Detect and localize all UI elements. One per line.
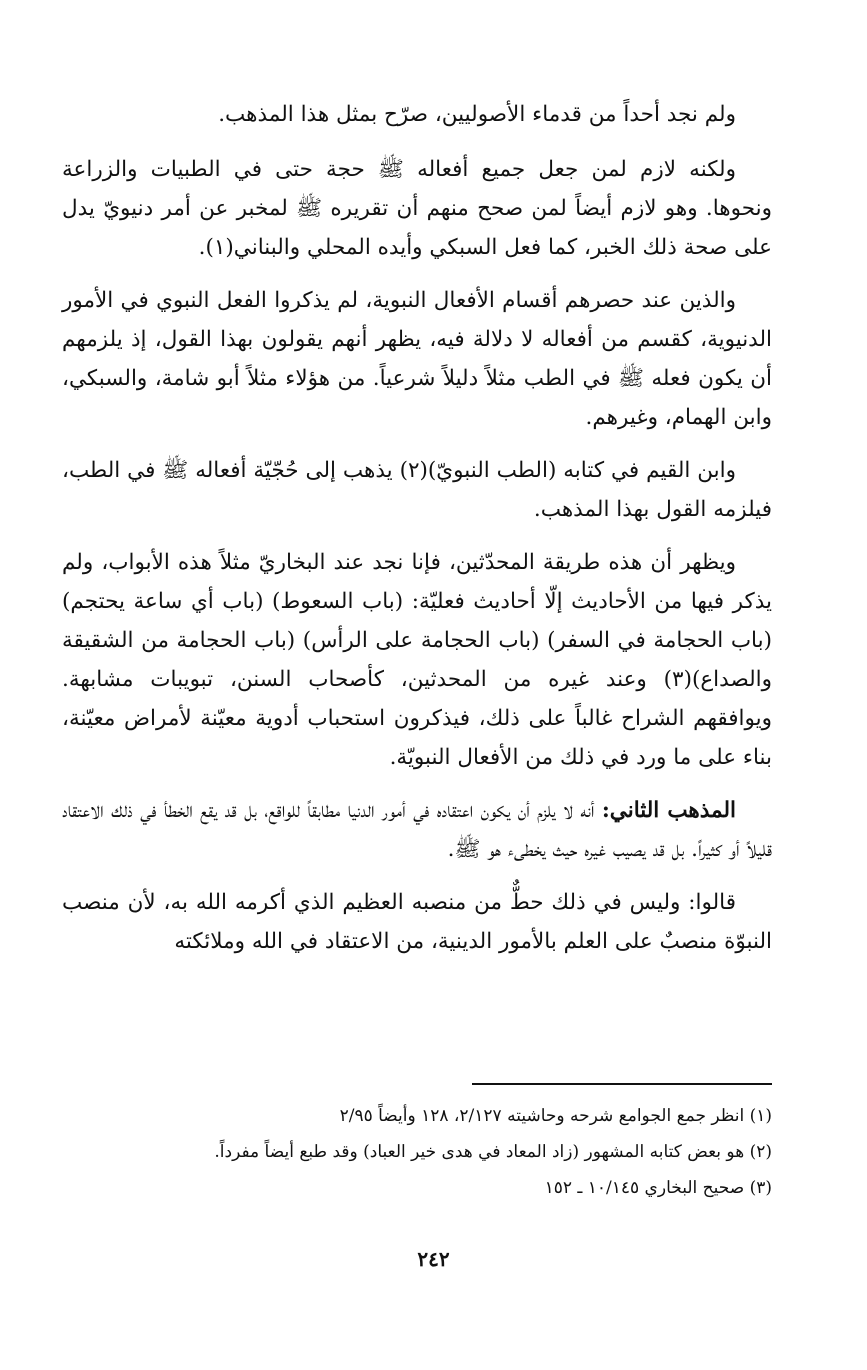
footnote-3: (٣) صحيح البخاري ١٠/١٤٥ ـ ١٥٢ (544, 1178, 772, 1198)
paragraph-2: ولكنه لازم لمن جعل جميع أفعاله ﷺ حجة حتى في الطبيات والزراعة ونحوها. وهو لازم أيضاً لمن صحح منهم أن تقريره ﷺ لمخبر عن أمر دنيويّ يدل على صحة ذلك الخبر، كما فعل السبكي وأيده المحلي والبناني(١). (62, 157, 772, 260)
paragraph-madhhab (62, 791, 772, 869)
page-number: ٢٤٢ (417, 1247, 450, 1271)
footnote-2: (٢) هو بعض كتابه المشهور (زاد المعاد في هدى خير العباد) وقد طبع أيضاً مفرداً. (214, 1142, 772, 1162)
paragraph-last: قالوا: وليس في ذلك حطٌّ من منصبه العظيم الذي أكرمه الله به، لأن منصب النبوّة منصبٌ على العلم بالأمور الدينية، من الاعتقاد في الله وملائكته (62, 890, 772, 954)
paragraph-5: ويظهر أن هذه طريقة المحدّثين، فإنا نجد عند البخاريّ مثلاً هذه الأبواب، ولم يذكر فيها من الأحاديث إلّا أحاديث فعليّة: (باب السعوط) (باب أي ساعة يحتجم) (باب الحجامة في السفر) (باب الحجامة على الرأس) (باب الحجامة من الشقيقة والصداع)(٣) وعند غيره من المحدثين، كأصحاب السنن، تبويبات مشابهة. ويوافقهم الشراح غالباً على ذلك، فيذكرون استحباب أدوية معيّنة لأمراض معيّنة، بناء على ما ورد في ذلك من الأفعال النبويّة. (62, 550, 772, 770)
footnote-divider (472, 1083, 772, 1085)
footnotes (62, 1098, 772, 1206)
paragraph-3: والذين عند حصرهم أقسام الأفعال النبوية، لم يذكروا الفعل النبوي في الأمور الدنيوية، كقسم من أفعاله لا دلالة فيه، يظهر أنهم يقولون بهذا القول، إذ يلزمهم أن يكون فعله ﷺ في الطب مثلاً دليلاً شرعياً. من هؤلاء مثلاً أبو شامة، والسبكي، وابن الهمام، وغيرهم. (62, 288, 772, 430)
madhhab-text: أنه لا يلزم أن يكون اعتقاده في أمور الدنيا مطابقاً للواقع، بل قد يقع الخطأ في ذلك الاعتقاد قليلاً أو كثيراً. بل قد يصيب غيره حيث يخطىء هو ﷺ. (62, 798, 772, 862)
main-text (62, 95, 772, 975)
madhhab-label: المذهب الثاني: (601, 798, 737, 823)
paragraph-4: وابن القيم في كتابه (الطب النبويّ)(٢) يذهب إلى حُجّيّة أفعاله ﷺ في الطب، فيلزمه القول بهذا المذهب. (62, 458, 772, 522)
footnote-1: (١) انظر جمع الجوامع شرحه وحاشيته ٢/١٢٧، ١٢٨ وأيضاً ٢/٩٥ (339, 1106, 772, 1126)
paragraph-1: ولم نجد أحداً من قدماء الأصوليين، صرّح بمثل هذا المذهب. (218, 102, 736, 127)
